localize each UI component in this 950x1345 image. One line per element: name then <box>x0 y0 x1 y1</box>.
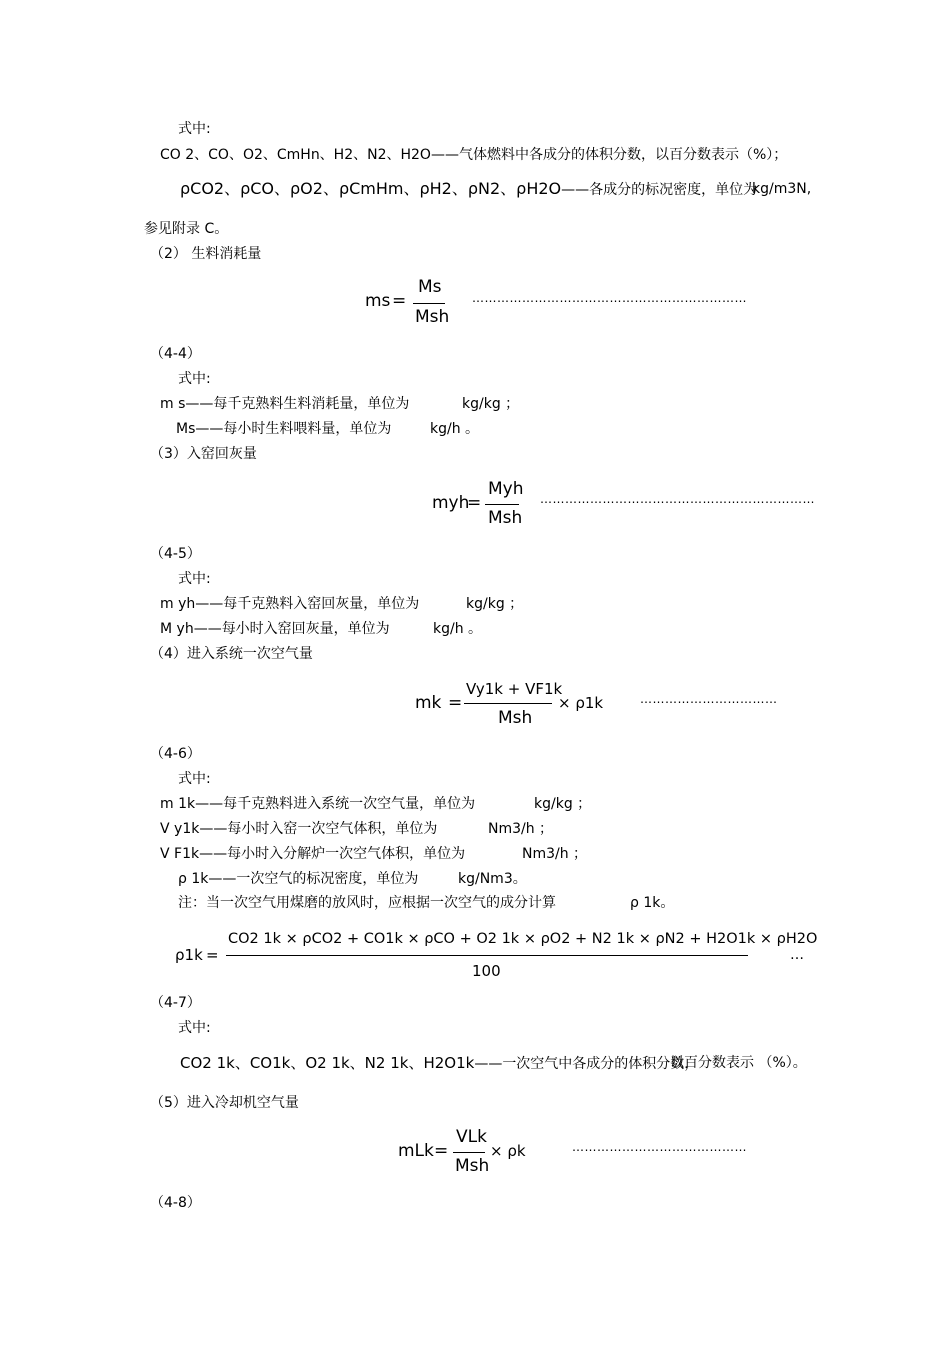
formula-numerator: VLk <box>456 1127 487 1147</box>
density-unit: kg/m3N, <box>752 181 812 197</box>
formula-numerator: Vy1k + VF1k <box>466 680 563 698</box>
definition-item <box>160 795 475 813</box>
equation-number: （4-5） <box>150 546 201 562</box>
definition-symbol: m 1k <box>160 796 196 812</box>
section-heading-return-dust: （3）入窑回灰量 <box>150 446 257 462</box>
formula-numerator: Ms <box>418 277 442 297</box>
definition-item <box>160 395 409 413</box>
formula-lhs: mLk <box>398 1141 434 1161</box>
fraction-bar <box>413 303 445 304</box>
formula-denominator: Msh <box>455 1156 490 1176</box>
gas-components-desc: ——气体燃料中各成分的体积分数，以百分数表示（%）； <box>430 147 788 163</box>
definition-symbol: m s <box>160 396 186 412</box>
gas-components-vars: CO 2、CO、O2、CmHn、H2、N2、H2O <box>160 147 431 163</box>
definition-item <box>176 420 391 438</box>
gas-components-definition <box>160 146 787 164</box>
definition-symbol: V y1k <box>160 821 200 837</box>
definition-unit: kg/kg ； <box>462 396 520 412</box>
section-heading-primary-air: （4）进入系统一次空气量 <box>150 646 313 662</box>
definition-symbol: ρ 1k <box>178 871 209 887</box>
equation-number: （4-6） <box>150 746 201 762</box>
where-label: 式中: <box>178 121 211 137</box>
fraction-bar <box>453 1152 485 1153</box>
equals-sign: = <box>206 946 219 964</box>
leader-dots: ………………………………………………………… <box>540 492 815 506</box>
density-definition <box>180 180 757 199</box>
equation-number: （4-8） <box>150 1195 201 1211</box>
definition-unit: Nm3/h ； <box>488 821 554 837</box>
equals-sign: = <box>467 493 482 513</box>
definition-symbol: Ms <box>176 421 196 437</box>
formula-denominator: Msh <box>488 508 523 528</box>
formula-factor: × ρk <box>490 1142 526 1160</box>
section-heading-cooler-air: （5）进入冷却机空气量 <box>150 1095 299 1111</box>
where-label: 式中: <box>178 571 211 587</box>
formula-numerator: Myh <box>488 479 524 499</box>
formula-lhs: mk <box>415 693 442 713</box>
formula-lhs: myh <box>432 493 470 513</box>
density-vars: ρCO2、ρCO、ρO2、ρCmHm、ρH2、ρN2、ρH2O <box>180 179 562 198</box>
definition-item <box>160 845 465 863</box>
where-label: 式中: <box>178 771 211 787</box>
formula-denominator: Msh <box>415 307 450 327</box>
density-desc: ——各成分的标况密度，单位为 <box>561 182 758 198</box>
leader-dots: …………………………… <box>640 692 778 706</box>
formula-numerator: CO2 1k × ρCO2 + CO1k × ρCO + O2 1k × ρO2 + N2 1k × ρN2 + H2O1k × ρH2O <box>228 931 818 947</box>
fraction-bar <box>464 703 552 704</box>
air-components-desc-2: 以百分数表示 （%）。 <box>670 1055 807 1071</box>
definition-text: ——每千克熟料生料消耗量，单位为 <box>185 396 410 412</box>
definition-item <box>160 620 390 638</box>
formula-lhs: ms <box>365 291 391 311</box>
definition-unit: Nm3/h ； <box>522 846 588 862</box>
formula-denominator: 100 <box>472 962 501 980</box>
equals-sign: = <box>434 1141 449 1161</box>
definition-unit: kg/Nm3。 <box>458 871 527 887</box>
equation-number: （4-4） <box>150 346 201 362</box>
air-components-vars: CO2 1k、CO1k、O2 1k、N2 1k、H2O1k <box>180 1054 475 1072</box>
definition-unit: kg/h 。 <box>430 421 480 437</box>
appendix-reference: 参见附录 C。 <box>144 221 229 237</box>
leader-dots: … <box>790 947 804 963</box>
equals-sign: = <box>448 693 463 713</box>
where-label: 式中: <box>178 1020 211 1036</box>
definition-unit: kg/kg ； <box>534 796 592 812</box>
definition-item <box>178 870 418 888</box>
definition-text: ——每小时入窑一次空气体积，单位为 <box>199 821 438 837</box>
fraction-bar <box>485 504 519 505</box>
definition-symbol: V F1k <box>160 846 200 862</box>
where-label: 式中: <box>178 371 211 387</box>
leader-dots: ………………………………………………………… <box>472 291 747 305</box>
definition-symbol: m yh <box>160 596 196 612</box>
formula-denominator: Msh <box>498 708 533 728</box>
definition-text: ——每小时生料喂料量，单位为 <box>195 421 392 437</box>
leader-dots: …………………………………… <box>572 1140 747 1154</box>
definition-symbol: M yh <box>160 621 194 637</box>
definition-unit: kg/kg ； <box>466 596 524 612</box>
definition-text: ——每千克熟料入窑回灰量，单位为 <box>195 596 420 612</box>
section-heading-raw-meal: （2） 生料消耗量 <box>150 246 262 262</box>
equals-sign: = <box>392 291 407 311</box>
air-components-definition <box>180 1054 698 1073</box>
note-symbol: ρ 1k。 <box>630 895 675 911</box>
definition-item <box>160 820 437 838</box>
formula-factor: × ρ1k <box>558 694 604 712</box>
formula-lhs: ρ1k <box>175 946 203 964</box>
air-components-desc: ——一次空气中各成分的体积分数， <box>474 1056 699 1072</box>
definition-text: ——一次空气的标况密度，单位为 <box>208 871 419 887</box>
definition-text: ——每小时入分解炉一次空气体积，单位为 <box>199 846 466 862</box>
definition-unit: kg/h 。 <box>433 621 483 637</box>
definition-text: ——每小时入窑回灰量，单位为 <box>193 621 390 637</box>
fraction-bar <box>226 955 748 956</box>
definition-item <box>160 595 419 613</box>
equation-number: （4-7） <box>150 995 201 1011</box>
definition-text: ——每千克熟料进入系统一次空气量，单位为 <box>195 796 476 812</box>
note: 注：当一次空气用煤磨的放风时，应根据一次空气的成分计算 <box>178 895 556 911</box>
